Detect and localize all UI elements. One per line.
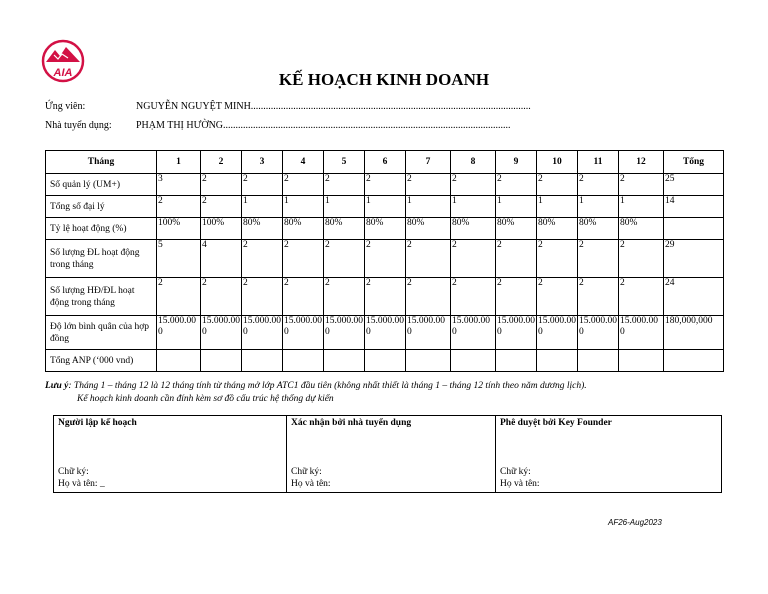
month-cell: 80%: [496, 218, 537, 240]
month-cell: 80%: [619, 218, 664, 240]
row-label: Số lượng HĐ/ĐL hoạt động trong tháng: [46, 278, 157, 316]
month-cell: 1: [324, 196, 365, 218]
month-cell: 2: [283, 174, 324, 196]
month-cell: 100%: [201, 218, 242, 240]
month-cell: [157, 350, 201, 372]
month-cell: 2: [578, 278, 619, 316]
month-cell: 15.000.000: [242, 316, 283, 350]
month-cell: 15.000.000: [619, 316, 664, 350]
signature-fields: [500, 466, 540, 490]
month-cell: 2: [324, 174, 365, 196]
signature-heading: Người lập kế hoạch: [58, 418, 137, 428]
month-cell: 80%: [578, 218, 619, 240]
month-cell: 80%: [365, 218, 406, 240]
month-cell: 2: [496, 278, 537, 316]
header-month-4: 4: [283, 151, 324, 174]
month-cell: 2: [242, 278, 283, 316]
signature-box: [54, 416, 287, 493]
month-cell: 5: [157, 240, 201, 278]
month-cell: 15.000.000: [578, 316, 619, 350]
month-cell: 2: [451, 278, 496, 316]
month-cell: 2: [242, 240, 283, 278]
note-line-2: Kế hoạch kinh doanh cần đính kèm sơ đồ cấu trúc hệ thống dự kiến: [77, 394, 334, 404]
month-cell: 2: [619, 240, 664, 278]
month-cell: [537, 350, 578, 372]
month-cell: 1: [619, 196, 664, 218]
header-month-11: 11: [578, 151, 619, 174]
month-cell: 15.000.000: [365, 316, 406, 350]
note: [45, 380, 587, 406]
month-cell: 2: [496, 240, 537, 278]
month-cell: [283, 350, 324, 372]
table-row: [46, 316, 724, 350]
month-cell: 2: [578, 174, 619, 196]
month-cell: 1: [242, 196, 283, 218]
month-cell: 2: [365, 278, 406, 316]
signature-heading: Phê duyệt bởi Key Founder: [500, 418, 612, 428]
header-month-10: 10: [537, 151, 578, 174]
month-cell: [406, 350, 451, 372]
month-cell: 2: [619, 174, 664, 196]
month-cell: 2: [283, 278, 324, 316]
month-cell: 2: [157, 196, 201, 218]
month-cell: 2: [201, 278, 242, 316]
table-row: [46, 350, 724, 372]
month-cell: 80%: [406, 218, 451, 240]
logo-text: AIA: [53, 67, 73, 79]
table-row: [46, 278, 724, 316]
signature-fields: [291, 466, 331, 490]
total-cell: 29: [664, 240, 724, 278]
month-cell: 2: [406, 278, 451, 316]
month-cell: 1: [451, 196, 496, 218]
month-cell: 80%: [324, 218, 365, 240]
month-cell: 2: [365, 240, 406, 278]
month-cell: 15.000.000: [283, 316, 324, 350]
header-month-12: 12: [619, 151, 664, 174]
month-cell: 2: [537, 174, 578, 196]
note-prefix: Lưu ý: [45, 381, 69, 391]
month-cell: [201, 350, 242, 372]
month-cell: 1: [537, 196, 578, 218]
note-text-1: : Tháng 1 – tháng 12 là 12 tháng tính từ tháng mở lớp ATC1 đầu tiên (không nhất thiết là tháng 1 – tháng 12 tính theo năm dương lịch).: [68, 381, 587, 391]
month-cell: 3: [157, 174, 201, 196]
month-cell: [496, 350, 537, 372]
table-row: [46, 174, 724, 196]
month-cell: 15.000.000: [157, 316, 201, 350]
table-row: [46, 240, 724, 278]
month-cell: 2: [201, 196, 242, 218]
signature-table: [53, 415, 722, 493]
month-cell: 80%: [283, 218, 324, 240]
signature-box: [287, 416, 496, 493]
total-cell: [664, 350, 724, 372]
month-cell: 80%: [242, 218, 283, 240]
month-cell: 1: [578, 196, 619, 218]
total-cell: [664, 218, 724, 240]
month-cell: 2: [406, 240, 451, 278]
month-cell: 1: [406, 196, 451, 218]
month-cell: 2: [324, 278, 365, 316]
signature-box: [496, 416, 722, 493]
header-month-8: 8: [451, 151, 496, 174]
note-line-1: [45, 380, 587, 393]
total-cell: 24: [664, 278, 724, 316]
month-cell: 15.000.000: [451, 316, 496, 350]
month-cell: [619, 350, 664, 372]
header-month-3: 3: [242, 151, 283, 174]
month-cell: 2: [496, 174, 537, 196]
month-cell: 2: [537, 278, 578, 316]
candidate-label: Ứng viên:: [45, 101, 86, 112]
business-plan-table: [45, 150, 724, 372]
header-month-1: 1: [157, 151, 201, 174]
header-month-5: 5: [324, 151, 365, 174]
month-cell: 2: [537, 240, 578, 278]
signature-label: Chữ ký:: [500, 467, 531, 477]
month-cell: 2: [242, 174, 283, 196]
signature-fields: [58, 466, 105, 490]
header-month-2: 2: [201, 151, 242, 174]
table-row: [46, 196, 724, 218]
total-cell: 25: [664, 174, 724, 196]
month-cell: 2: [578, 240, 619, 278]
signature-label: Chữ ký:: [58, 467, 89, 477]
signature-row: [54, 416, 722, 493]
candidate-value: NGUYỄN NGUYỆT MINH................................................................................................................: [136, 101, 531, 112]
table-header-row: [46, 151, 724, 174]
month-cell: [578, 350, 619, 372]
month-cell: 15.000.000: [496, 316, 537, 350]
recruiter-label: Nhà tuyển dụng:: [45, 120, 112, 131]
month-cell: 80%: [537, 218, 578, 240]
month-cell: 1: [283, 196, 324, 218]
month-cell: [365, 350, 406, 372]
month-cell: [451, 350, 496, 372]
header-month: Tháng: [46, 151, 157, 174]
month-cell: [324, 350, 365, 372]
row-label: Độ lớn bình quân của hợp đồng: [46, 316, 157, 350]
month-cell: 15.000.000: [406, 316, 451, 350]
total-cell: 180,000,000: [664, 316, 724, 350]
month-cell: [242, 350, 283, 372]
row-label: Tỷ lệ hoạt động (%): [46, 218, 157, 240]
name-label: Họ và tên:: [500, 479, 540, 489]
page-title: KẾ HOẠCH KINH DOANH: [278, 70, 490, 89]
month-cell: 2: [451, 240, 496, 278]
month-cell: 1: [365, 196, 406, 218]
month-cell: 2: [283, 240, 324, 278]
month-cell: 2: [201, 174, 242, 196]
month-cell: 15.000.000: [537, 316, 578, 350]
name-label: Họ và tên: _: [58, 479, 105, 489]
row-label: Tổng số đại lý: [46, 196, 157, 218]
month-cell: 2: [365, 174, 406, 196]
header-total: Tổng: [664, 151, 724, 174]
row-label: Tổng ANP (‘000 vnd): [46, 350, 157, 372]
month-cell: 2: [406, 174, 451, 196]
month-cell: 100%: [157, 218, 201, 240]
signature-label: Chữ ký:: [291, 467, 322, 477]
row-label: Số quản lý (UM+): [46, 174, 157, 196]
recruiter-value: PHẠM THỊ HƯỜNG...................................................................................................................: [136, 120, 511, 131]
month-cell: 1: [496, 196, 537, 218]
month-cell: 2: [451, 174, 496, 196]
month-cell: 2: [157, 278, 201, 316]
month-cell: 15.000.000: [324, 316, 365, 350]
name-label: Họ và tên:: [291, 479, 331, 489]
signature-heading: Xác nhận bởi nhà tuyển dụng: [291, 418, 412, 428]
month-cell: 4: [201, 240, 242, 278]
month-cell: 80%: [451, 218, 496, 240]
row-label: Số lượng ĐL hoạt động trong tháng: [46, 240, 157, 278]
form-code: AF26-Aug2023: [608, 518, 662, 527]
table-row: [46, 218, 724, 240]
total-cell: 14: [664, 196, 724, 218]
month-cell: 2: [324, 240, 365, 278]
header-month-6: 6: [365, 151, 406, 174]
header-month-7: 7: [406, 151, 451, 174]
month-cell: 2: [619, 278, 664, 316]
month-cell: 15.000.000: [201, 316, 242, 350]
header-month-9: 9: [496, 151, 537, 174]
